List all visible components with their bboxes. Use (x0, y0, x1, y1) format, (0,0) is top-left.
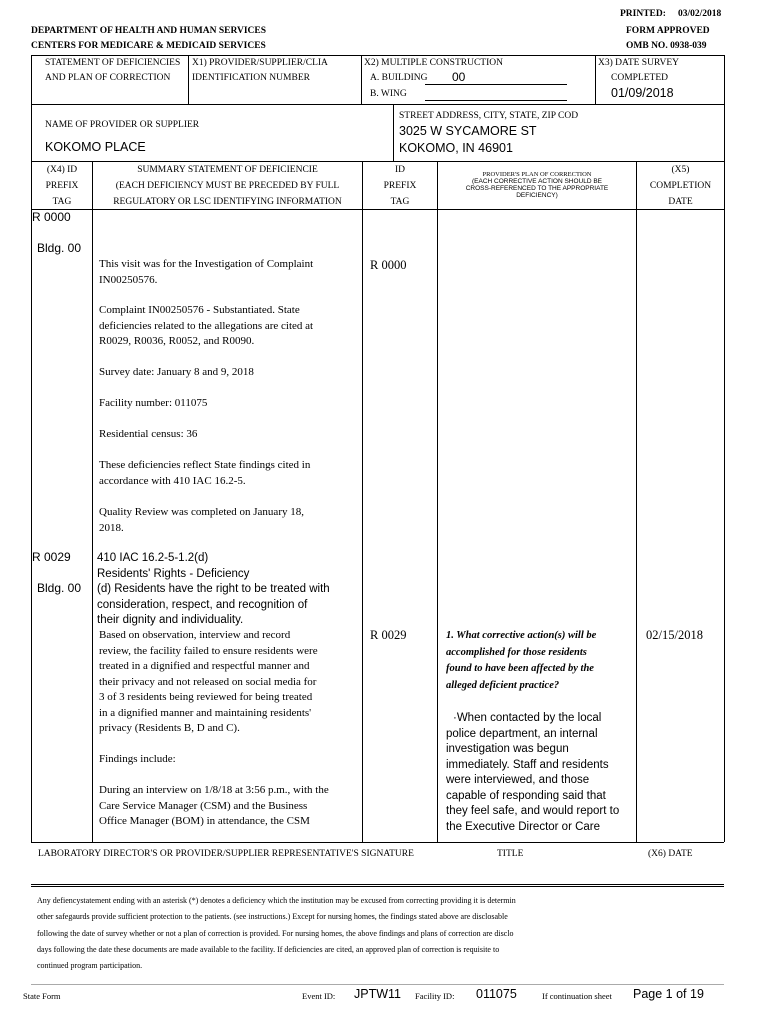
tag-r0029: R 0029 (32, 550, 71, 564)
facility-id-value: 011075 (476, 987, 517, 1001)
building-underline (425, 84, 567, 85)
continuation-label: If continuation sheet (542, 991, 612, 1001)
paragraph-complaint-investigation: This visit was for the Investigation of Complaint IN00250576. (99, 258, 314, 286)
provider-name-label: NAME OF PROVIDER OR SUPPLIER (45, 120, 200, 130)
tag-r0000: R 0000 (32, 210, 71, 224)
survey-date-value: 01/09/2018 (611, 86, 674, 100)
department-title: DEPARTMENT OF HEALTH AND HUMAN SERVICES (31, 26, 267, 36)
agency-title: CENTERS FOR MEDICARE & MEDICAID SERVICES (31, 41, 266, 51)
paragraph-findings-include: Findings include: (99, 753, 176, 765)
statement-label: STATEMENT OF DEFICIENCIES (45, 58, 181, 68)
provider-name-value: KOKOMO PLACE (45, 140, 146, 154)
x2-label: X2) MULTIPLE CONSTRUCTION (364, 58, 503, 68)
building-tag-2: Bldg. 00 (37, 581, 82, 595)
plan-label: AND PLAN OF CORRECTION (45, 73, 171, 83)
omb-number: OMB NO. 0938-039 (626, 41, 707, 51)
paragraph-facility-number: Facility number: 011075 (99, 397, 208, 409)
event-id-value: JPTW11 (354, 987, 401, 1001)
summary-header: SUMMARY STATEMENT OF DEFICIENCIE (137, 165, 318, 175)
facility-id-label: Facility ID: (415, 991, 455, 1001)
x3-label: X3) DATE SURVEY (598, 58, 680, 68)
paragraph-survey-date: Survey date: January 8 and 9, 2018 (99, 366, 254, 378)
paragraph-quality-review: Quality Review was completed on January 18, 2018. (99, 506, 304, 534)
signature-label: LABORATORY DIRECTOR'S OR PROVIDER/SUPPLIER REPRESENTATIVE'S SIGNATURE (38, 849, 414, 859)
page-number: Page 1 of 19 (633, 987, 704, 1001)
x4-id-header: (X4) ID (46, 165, 78, 175)
building-value: 00 (452, 70, 466, 84)
regulation-text: 410 IAC 16.2-5-1.2(d) Residents' Rights - Deficiency (d) Residents have the right to be treated with consideration, respect, and recognition of their dignity and individuality. (97, 552, 330, 626)
completion-date-header: (X5) (671, 165, 690, 175)
wing-underline (425, 100, 567, 101)
state-form-label: State Form (23, 991, 61, 1001)
printed-date: 03/02/2018 (678, 9, 722, 19)
plan-of-correction-header: PROVIDER'S PLAN OF CORRECTION (EACH CORRECTIVE ACTION SHOULD BE CROSS-REFERENCED TO THE APPROPRIATE DEFICIENCY) (465, 171, 609, 199)
footer-divider (31, 984, 724, 985)
street-address-label: STREET ADDRESS, CITY, STATE, ZIP COD (399, 111, 579, 121)
id-number-label: IDENTIFICATION NUMBER (192, 73, 310, 83)
paragraph-state-findings: These deficiencies reflect State findings cited in accordance with 410 IAC 16.2-5. (99, 459, 311, 487)
date-label: (X6) DATE (648, 849, 693, 859)
corrective-action-answer: ·When contacted by the local police department, an internal investigation was begun immediately. Staff and residents were interviewed, and those capable of responding said that they feel safe, and would report to the Executive Director or Care (446, 712, 620, 833)
paragraph-residential-census: Residential census: 36 (99, 428, 198, 440)
id-tag-r0029: R 0029 (370, 628, 407, 642)
title-label: TITLE (497, 849, 524, 859)
street-address-value: 3025 W SYCAMORE ST (399, 124, 537, 138)
paragraph-complaint-substantiated: Complaint IN00250576 - Substantiated. State deficiencies related to the allegations are cited at R0029, R0036, R0052, and R0090. (99, 304, 314, 347)
building-tag-1: Bldg. 00 (37, 241, 82, 255)
form-approved: FORM APPROVED (626, 26, 710, 36)
corrective-action-question: 1. What corrective action(s) will be accomplished for those residents found to have been affected by the alleged deficient practice? (446, 630, 597, 691)
building-label: A. BUILDING (370, 73, 428, 83)
id-prefix-header: ID (394, 165, 406, 175)
disclaimer-text: Any defiencystatement ending with an asterisk (*) denotes a deficiency which the institution may be excused from correcting providing it is determin other safegaurds provide sufficient protection to the patients. (see instructions.) Except for nursing homes, the findings stated above are disclosable following the date of survey whether or not a plan of correction is provided. For nursing homes, the above findings and plans of correction are disclo days following the date these documents are made available to the facility. If deficiencies are cited, an approved plan of correction is requisite to continued program participation. (37, 896, 516, 971)
paragraph-interview: During an interview on 1/8/18 at 3:56 p.m., with the Care Service Manager (CSM) and the Business Office Manager (BOM) in attendance, the CSM (99, 784, 329, 827)
wing-label: B. WING (370, 89, 407, 99)
top-table-border (31, 55, 724, 56)
signature-divider (31, 884, 724, 885)
id-tag-r0000: R 0000 (370, 258, 407, 272)
city-state-zip-value: KOKOMO, IN 46901 (399, 141, 513, 155)
paragraph-findings-summary: Based on observation, interview and record review, the facility failed to ensure residents were treated in a dignified and respectful manner and their privacy and not released on social media for 3 of 3 residents being reviewed for being treated in a dignified manner and maintaining residents' privacy (Residents B, D and C). (99, 629, 318, 734)
completion-date: 02/15/2018 (646, 628, 703, 642)
printed-label: PRINTED: (620, 9, 666, 19)
x1-label: X1) PROVIDER/SUPPLIER/CLIA (192, 58, 328, 68)
completed-label: COMPLETED (611, 73, 668, 83)
event-id-label: Event ID: (302, 991, 336, 1001)
